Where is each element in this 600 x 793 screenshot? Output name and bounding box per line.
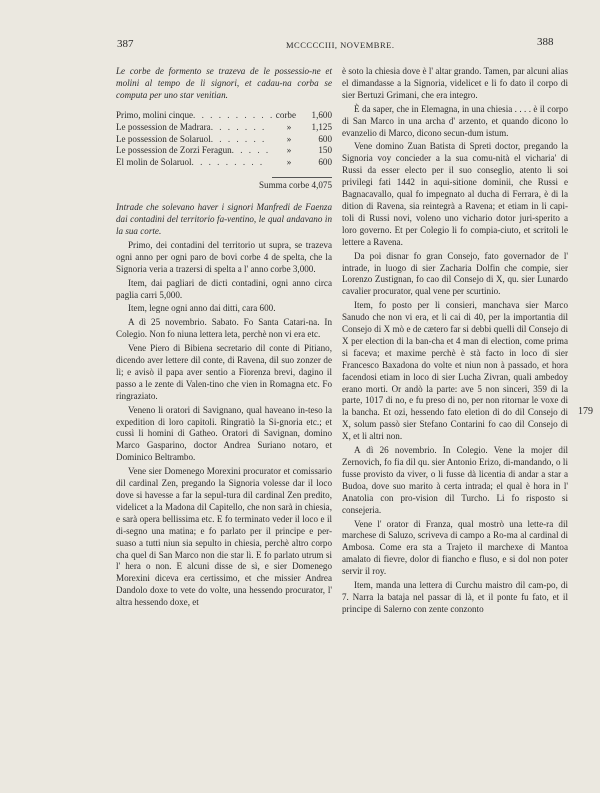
- paragraph: Item, fo posto per li consieri, manchava sier Marco Sanudo che non vi era, et li cai di 40, per la importantia dil Consejo di X mò e de cætero far si debbi quelli dil Consejo di X per election di la ban-cha et 4 man di election, come prima si faceva; et maxime perchè è stà facto in loco di sier Francesco Baxadona do volte et niun non à passado, et hora facendosi etiam in loco di sier Lucha Zivran, quali ambedoy erano morti. Or andò la parte: ave 5 non sinceri, 359 di la parte, 1017 di no, e fu preso di no, per non ritornar le voxe di la bancha. Et ozi, hessendo fato eletion di do dil Consejo di X, solum passò sier Stefano Contarini fo cao dil Consejo di X, et li altri non.: [342, 300, 568, 442]
- paragraph: Vene l' orator di Franza, qual mostrò una lette-ra dil marchese di Saluzo, scriveva di campo a Ro-ma al cardinal di Ambosa. Come era sta a Trajeto il marchexe di Mantoa amalato di fievre, dolor di fiancho e fluso, e si dol non poter servir il roy.: [342, 518, 568, 577]
- list-item: [116, 145, 332, 157]
- summa-rule: [272, 177, 332, 178]
- paragraph: Da poi disnar fo gran Consejo, fato governador de l' intrade, in luogo di sier Zacharia Dolfin che compie, sier Lorenzo Zustignan, fo cao dil Consejo di X, qu. sier Lunardo cavalier procurator, qual vene per scurtinio.: [342, 250, 568, 297]
- paragraph: È da saper, che in Elemagna, in una chiesia . . . . è il corpo di San Marco in una archa d' arzento, et quando dicono lo evanzelio di Marco, dicono secun-dum istum.: [342, 103, 568, 138]
- paragraph: Veneno li oratori di Savignano, qual haveano in-teso la expedition di loro capitoli. Ringratiò la Si-gnoria etc.; et cussì li homini di Gatheo. Oratori di Savignan, domino Marco Gasparino, doctor Andrea Suriano notaro, et Dominico Beltrambo.: [116, 404, 332, 463]
- page-number-left: 387: [117, 38, 134, 50]
- paragraph: Item, legne ogni anno dai ditti, cara 600.: [128, 303, 276, 314]
- item-value: 1,125: [311, 121, 332, 132]
- item-label: Primo, molini cinque: [116, 109, 194, 120]
- running-title: MCCCCCIII, NOVEMBRE.: [286, 40, 395, 50]
- list-item: [116, 110, 332, 122]
- list-item: [116, 134, 332, 146]
- paragraph: Item, manda una lettera di Curchu maistro dil cam-po, di 7. Narra la bataja nel passar di là, et il ponte fu fato, et il principe di Salerno con zente conzonto: [342, 580, 568, 614]
- paragraph: Primo, dei contadini del territorio ut supra, se trazeva ogni anno per ogni paro de bovi corbe 4 de spelta, che la Signoria veria a trazersi di spelta a l' anno corbe 3,000.: [116, 239, 332, 274]
- item-label: El molin de Solaruol: [116, 157, 192, 168]
- section-heading: Intrade che solevano haver i signori Manfredi de Faenza dai contadini del territorio fa-ventino, le qual andavano in la sua corte.: [116, 202, 332, 236]
- summa-total: Summa corbe 4,075: [259, 180, 332, 191]
- item-unit: corbe: [275, 109, 296, 120]
- item-unit: »: [286, 145, 292, 156]
- paragraph: Vene domino Zuan Batista di Spreti doctor, pregando la Signoria voy concieder a la sua comu-nità el vicharia' di Russi da esser electo per il suo conseglio, atento li soi privilegi fati 1442 in aqui-sitione dominii, che Russi e Bagnacavallo, qual fo impegnato al ducha di Ferrara, è di la dition di Ravena, sia reintegrà a Ravena; et etiam in li capi-toli di Russi novi, voleno uno vichario dotor juri-sperito a loro governo. Et per Colegio li fo compia-ciuto, et scritoli le lettere a Ravena.: [342, 141, 568, 247]
- item-value: 1,600: [311, 109, 332, 120]
- intro-heading: Le corbe de formento se trazeva de le possessio-ne et molini al tempo de li signori, et cadau-na corba se computa per uno star venitian.: [116, 66, 332, 100]
- leader-dots: . . . . .: [231, 145, 271, 156]
- list-item: [116, 122, 332, 134]
- summa-block: [116, 177, 332, 192]
- paragraph: Vene Piero di Bibiena secretario dil conte di Pitiano, dicendo aver lettere dil conte, di Ravena, dil suo zonzer de lì; e avisò il papa aver sentio a Fiorenza brevi, dagino il passo a le zente di Valen-tino che vien in Romagna etc. Fo ringraziato.: [116, 343, 332, 401]
- paragraph: Vene sier Domenego Morexini procurator et comissario dil cardinal Zen, pregando la Signoria volesse dar il loco dove si havesse a far la sepul-tura dil cardinal Zen predito, videlicet a la Madona dil Capitello, che non sarà in chiesia, e sarà opera bellissima etc. E fo terminato veder il loco e il di-segno una matina; e fo parlato per il principe e per-suaso a tutti niun sia sepulto in chiesia, perchè altro corpo cha quel di San Marco non die star lì. E fo parlato utrum si l' hera o non. E alcuni disse de sì, e sier Domenego Morexini diceva era certissimo, et che missier Andrea Dandolo doxe to vete do volte, una hessendo procurator, l' altra hessendo doxe, et: [116, 466, 332, 608]
- leader-dots: . . . . . . .: [210, 133, 267, 144]
- item-value: 600: [318, 157, 332, 168]
- leader-dots: . . . . . . . . .: [191, 157, 265, 168]
- list-item: [116, 157, 332, 169]
- item-value: 150: [318, 145, 332, 156]
- item-unit: »: [286, 157, 292, 168]
- item-value: 600: [318, 133, 332, 144]
- item-unit: »: [286, 133, 292, 144]
- item-unit: »: [286, 121, 292, 132]
- left-column: [116, 66, 332, 611]
- paragraph: A dì 25 novembrio. Sabato. Fo Santa Catari-na. In Colegio. Non fo niuna lettera leta, perchè non vi era etc.: [116, 317, 332, 340]
- paragraph: Item, dai pagliari de dicti contadini, ogni anno circa paglia carri 5,000.: [116, 277, 332, 300]
- income-list: [116, 110, 332, 170]
- margin-number: 179: [578, 406, 593, 417]
- paragraph: A dì 26 novembrio. In Colegio. Vene la mojer dil Zernovich, fo fia dil qu. sier Antonio Erizo, di-mandando, o li fusse provisto da viver, o li fusse dà licentia di andar a star a Budoa, dove suo marito à certa intrada; el qual è hora in l' Anatolia con pro-vision dil Turcho. Li fo risposto si consejeria.: [342, 445, 568, 515]
- item-label: Le possession de Solaruol: [116, 133, 211, 144]
- item-label: Le possession de Zorzi Feragun: [116, 145, 232, 156]
- leader-dots: . . . . . . . . . .: [193, 109, 275, 120]
- right-column: [342, 66, 568, 618]
- page-number-right: 388: [537, 36, 554, 48]
- item-label: Le possession de Madrara: [116, 121, 211, 132]
- paragraph: è soto la chiesia dove è l' altar grando. Tamen, par alcuni alias el dimandasse a la Signoria, videlicet e li fo dato il corpo di sier Bertuzi Grimani, che era integro.: [342, 66, 568, 100]
- leader-dots: . . . . . . .: [210, 121, 267, 132]
